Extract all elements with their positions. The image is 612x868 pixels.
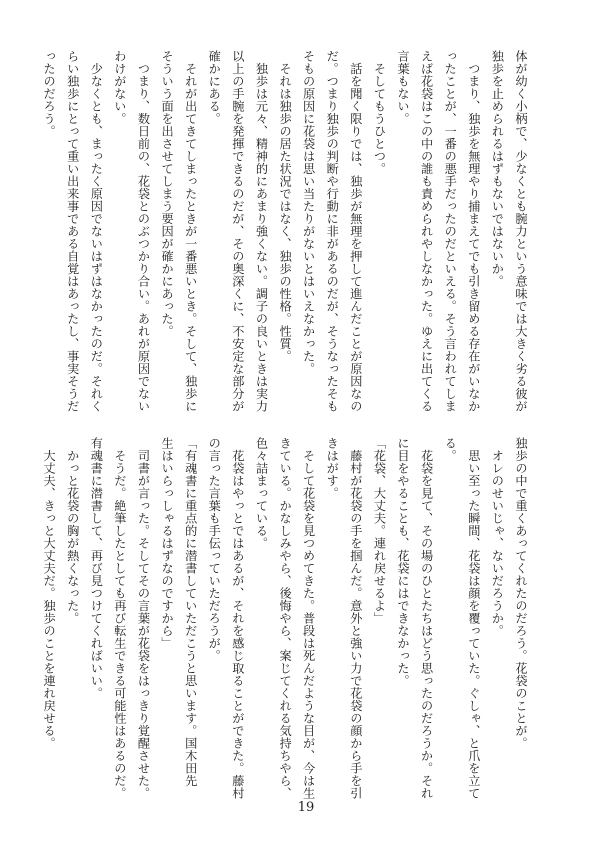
text-line: に目をやることも、花袋にはできなかった。	[396, 437, 411, 687]
upper-text-block	[42, 50, 532, 422]
text-line: つまり、数日前の、花袋とのぶつかり合い。あれが原因でない	[136, 50, 151, 413]
text-line: 独歩は元々、精神的にあまり強くない。調子の良いときは実力	[254, 50, 269, 413]
text-line: そして花袋を見つめてきた。普段は死んだような目が、今は生	[301, 437, 316, 800]
text-line: らい独歩にとって重い出来事である自覚はあったし、事実そうだ	[65, 50, 80, 413]
text-line: ったのだろう。	[42, 50, 57, 138]
page-number: 19	[297, 800, 315, 815]
text-line: 言葉もない。	[396, 50, 411, 125]
text-line: 藤村が花袋の手を掴んだ。意外と強い力で花袋の顔から手を引	[348, 437, 363, 800]
text-line: オレのせいじゃ、ないだろうか。	[490, 437, 505, 637]
text-line: 有魂書に潜書して、再び見つけてくればいい。	[89, 437, 104, 700]
text-line: 以上の手腕を発揮できるのだが、その奥深くに、不安定な部分が	[230, 50, 245, 413]
text-line: そしてもうひとつ。	[372, 50, 387, 175]
text-line: の言った言葉も手伝っていただろうが。	[207, 437, 222, 662]
text-line: えば花袋はこの中の誰も責められやしなかった。ゆえに出てくる	[419, 50, 434, 413]
text-line: だ。つまり独歩の判断や行動に非があるのだが、そうなったそも	[325, 50, 340, 413]
text-line: そもの原因に花袋は思い当たりがないとはいえなかった。	[301, 50, 316, 375]
text-line: 「有魂書に重点的に潜書していただこうと思います。国木田先	[183, 437, 198, 787]
text-line: 話を聞く限りでは、独歩が無理を押して進んだことが原因なの	[348, 50, 363, 413]
text-line: それが出てきてしまったときが一番悪いとき。そして、独歩に	[183, 50, 198, 413]
text-line: 花袋はやっとではあるが、それを感じ取ることができた。藤村	[230, 437, 245, 800]
text-line: 生はいらっしゃるはずなのですから」	[160, 437, 175, 650]
text-line: つまり、独歩を無理やり捕まえてでも引き留める存在がいなか	[466, 50, 481, 413]
text-line: 思い至った瞬間、花袋は顔を覆っていた。ぐしゃ、と爪を立て	[466, 437, 481, 800]
text-line: 大丈夫、きっと大丈夫だ。独歩のことを連れ戻せる。	[42, 437, 57, 750]
text-line: ったことが、一番の悪手だったのだといえる。そう言われてしま	[443, 50, 458, 413]
text-line: 独歩を止められるはずもないではないか。	[490, 50, 505, 288]
text-line: る。	[443, 437, 458, 462]
text-line: 体が幼く小柄で、少なくとも腕力という意味では大きく劣る彼が	[514, 50, 528, 413]
text-line: そうだ。絶筆したとしても再び転生できる可能性はあるのだ。	[112, 437, 127, 800]
text-line: わけがない。	[112, 50, 127, 125]
text-line: 花袋を見て、その場のひとたちはどう思ったのだろうか。それ	[419, 437, 434, 800]
text-line: かっと花袋の胸が熱くなった。	[65, 437, 80, 625]
text-line: 「花袋、大丈夫。連れ戻せるよ」	[372, 437, 387, 625]
text-line: それは独歩の居た状況ではなく、独歩の性格。性質。	[278, 50, 293, 363]
text-line: 少なくとも、まったく原因でないはずはなかったのだ。それく	[89, 50, 104, 413]
lower-text-block	[42, 437, 532, 809]
text-line: 色々詰まっている。	[254, 437, 269, 550]
text-line: 独歩の中で重くあってくれたのだろう。花袋のことが。	[514, 437, 528, 750]
text-line: そういう面を出させてしまう要因が確かにあった。	[160, 50, 175, 338]
text-line: きている。かなしみやら、後悔やら、案じてくれる気持ちやら、	[278, 437, 293, 800]
text-line: きはがす。	[325, 437, 340, 500]
text-line: 司書が言った。そしてその言葉が花袋をはっきり覚醒させた。	[136, 437, 151, 800]
text-line: 確かにある。	[207, 50, 222, 125]
